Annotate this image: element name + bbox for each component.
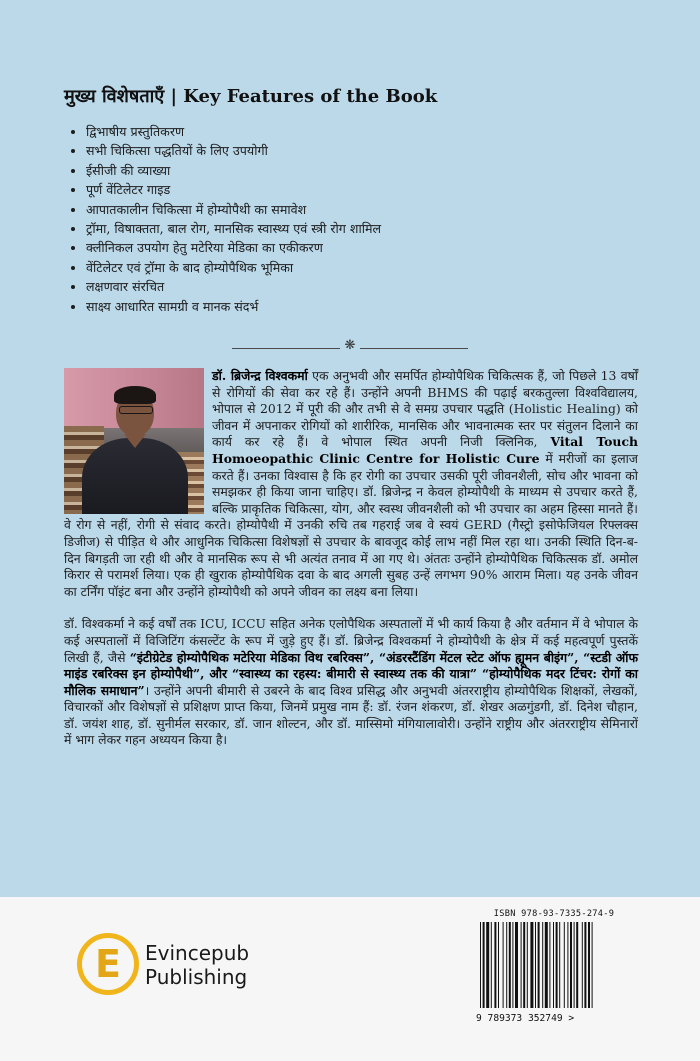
barcode-bar [542, 922, 543, 1008]
barcode-bar [549, 922, 550, 1008]
barcode-bar [530, 922, 533, 1008]
bio-paragraph-1 [64, 368, 638, 600]
barcode-bar [545, 922, 548, 1008]
barcode-bar [509, 922, 511, 1008]
feature-item: • क्लीनिकल उपयोग हेतु मटेरिया मेडिका का एकीकरण [86, 238, 664, 257]
bio-text: डॉ. विश्वकर्मा ने कई वर्षों तक ICU, ICCU सहित अनेक एलोपैथिक अस्पतालों में भी कार्य किया है और वर्तमान में वे भोपाल के कई अस्पतालों में विजिटिंग कंसल्टेंट के रूप में जुड़े हुए हैं। डॉ. ब्रिजेन्द्र विश्वकर्मा ने होम्योपैथी के क्षेत्र में कई महत्वपूर्ण पुस्तकें लिखी हैं, जैसे [64, 616, 638, 665]
author-name: डॉ. ब्रिजेन्द्र विश्वकर्मा [212, 368, 308, 383]
barcode-bar [486, 922, 489, 1008]
barcode-bar [588, 922, 590, 1008]
barcode-bar [538, 922, 540, 1008]
bio-text: में मरीजों का इलाज करते हैं। उनका विश्वास है कि हर रोगी का उपचार उसकी पूरी जीवनशैली, सोच और भावना को समझकर ही किया जाना चाहिए। डॉ. ब्रिजेन्द्र न केवल होम्योपैथी के माध्यम से उपचार करते हैं, बल्कि प्राकृतिक चिकित्सा, योग, और स्वस्थ जीवनशैली को भी उपचार का अहम हिस्सा मानते हैं। वे रोग से नहीं, रोगी से संवाद करते। होम्योपैथी में उनकी रुचि तब गहराई जब वे स्वयं GERD (गैस्ट्रो इसोफेजियल रिफ्लक्स डिजीज) से पीड़ित थे और आधुनिक चिकित्सा विशेषज्ञों से उपचार के बावजूद कोई लाभ नहीं मिल रहा था। उनकी स्थिति दिन-ब-दिन बिगड़ती जा रही थी और वे मानसिक रूप से भी अत्यंत तनाव में आ गए थे। अंततः उन्होंने होम्योपैथिक चिकित्सक डॉ. अमोल किरार से परामर्श लिया। एक ही खुराक होम्योपैथिक दवा के बाद अगली सुबह उन्हें लगभग 90% आराम मिला। यह उनके जीवन का टर्निंग पॉइंट बना और उन्होंने होम्योपैथी को अपने जीवन का लक्ष्य बना लिया। [64, 450, 639, 599]
logo-letter: E [95, 942, 121, 986]
barcode-bar [512, 922, 513, 1008]
feature-item: • ट्रॉमा, विषाक्तता, बाल रोग, मानसिक स्वास्थ्य एवं स्त्री रोग शामिल [86, 219, 664, 238]
publisher-name-line2: Publishing [145, 965, 248, 989]
barcode-bar [527, 922, 528, 1008]
barcode-bar [480, 922, 481, 1008]
barcode-bar [483, 922, 485, 1008]
isbn-label: ISBN 978-93-7335-274-9 [493, 909, 615, 919]
barcode-bar [576, 922, 578, 1008]
feature-item: • पूर्ण वेंटिलेटर गाइड [86, 180, 664, 199]
bio-text: एक अनुभवी और समर्पित होम्योपैथिक चिकित्सक हैं, जो पिछले 13 वर्षों से रोगियों की सेवा कर रहे हैं। उन्होंने अपनी BHMS की पढ़ाई बरकतुल्ला विश्वविद्यालय, भोपाल से 2012 में पूरी की और तभी से वे समग्र उपचार पद्धति (Holistic Healing) को जीवन में अपनाकर रोगियों को शारीरिक, मानसिक और भावनात्मक स्तर पर संतुलन दिलाने का कार्य कर रहे हैं। वे भोपाल स्थित अपनी निजी क्लिनिक, [212, 368, 638, 450]
barcode-bar [491, 922, 492, 1008]
feature-item: • सभी चिकित्सा पद्धतियों के लिए उपयोगी [86, 141, 664, 160]
barcode-digits: 9 789373 352749 > [476, 1013, 575, 1024]
barcode-bar [503, 922, 504, 1008]
barcode-bars [476, 922, 632, 1008]
features-heading: मुख्य विशेषताएँ | Key Features of the Book [64, 86, 438, 107]
back-cover-footer [0, 897, 700, 1061]
divider-line-left [232, 348, 340, 349]
barcode-bar [494, 922, 496, 1008]
barcode-bar [582, 922, 583, 1008]
publisher-name-line1: Evincepub [145, 941, 250, 965]
book-titles: “इंटीग्रेटेड होम्योपैथिक मटेरिया मेडिका विथ रबरिक्स”, “अंडरस्टैंडिंग मेंटल स्टेट ऑफ ह्यूमन बीइंग”, “स्टडी ऑफ माइंड रबरिक्स इन होम्योपैथी”, और “स्वास्थ्य का रहस्य: बीमारी से स्वास्थ्य तक की यात्रा” “होम्योपैथिक मदर टिंचर: रोगों का मौलिक समाधान” [64, 649, 638, 698]
clinic-name: Vital Touch Homoeopathic Clinic Centre for Holistic Cure [212, 434, 638, 466]
bio-text: । उन्होंने अपनी बीमारी से उबरने के बाद विश्व प्रसिद्ध और अनुभवी अंतरराष्ट्रीय होम्योपैथिक शिक्षकों, लेखकों, विचारकों और विशेषज्ञों से प्रशिक्षण प्राप्त किया, जिनमें प्रमुख नाम हैं: डॉ. रंजन शंकरण, डॉ. शेखर अळगुंडगी, डॉ. दिनेश चौहान, डॉ. जयंश शाह, डॉ. सुनीर्मल सरकार, डॉ. जान शोल्टन, और डॉ. मास्सिमो मंगियालावोरी। उन्होंने राष्ट्रीय और अंतरराष्ट्रीय सेमिनारों में भाग लेकर गहन अध्ययन किया है। [64, 682, 638, 748]
feature-item: • ईसीजी की व्याख्या [86, 161, 664, 180]
divider-line-right [360, 348, 468, 349]
barcode-bar [556, 922, 558, 1008]
barcode-bar [574, 922, 575, 1008]
feature-item: • साक्ष्य आधारित सामग्री व मानक संदर्भ [86, 297, 664, 316]
barcode-bar [498, 922, 499, 1008]
barcode-bar [523, 922, 525, 1008]
publisher-name [145, 941, 249, 989]
divider-ornament-icon: ❋ [344, 338, 356, 353]
barcode-bar [535, 922, 536, 1008]
barcode-bar [570, 922, 572, 1008]
isbn-barcode [476, 909, 632, 1024]
barcode-bar [564, 922, 565, 1008]
section-divider [232, 338, 468, 354]
features-list [64, 122, 664, 316]
barcode-bar [592, 922, 593, 1008]
feature-item: • लक्षणवार संरचित [86, 277, 664, 296]
barcode-bar [584, 922, 586, 1008]
publisher-logo-icon [77, 933, 139, 995]
barcode-bar [506, 922, 507, 1008]
barcode-bar [559, 922, 560, 1008]
author-bio [64, 368, 638, 749]
key-features-section [64, 84, 664, 316]
feature-item: • द्विभाषीय प्रस्तुतिकरण [86, 122, 664, 141]
barcode-bar [521, 922, 522, 1008]
barcode-bar [567, 922, 568, 1008]
barcode-bar [553, 922, 554, 1008]
bio-paragraph-2 [64, 616, 638, 749]
feature-item: • वेंटिलेटर एवं ट्रॉमा के बाद होम्योपैथिक भूमिका [86, 258, 664, 277]
feature-item: • आपातकालीन चिकित्सा में होम्योपैथी का समावेश [86, 200, 664, 219]
barcode-bar [515, 922, 518, 1008]
